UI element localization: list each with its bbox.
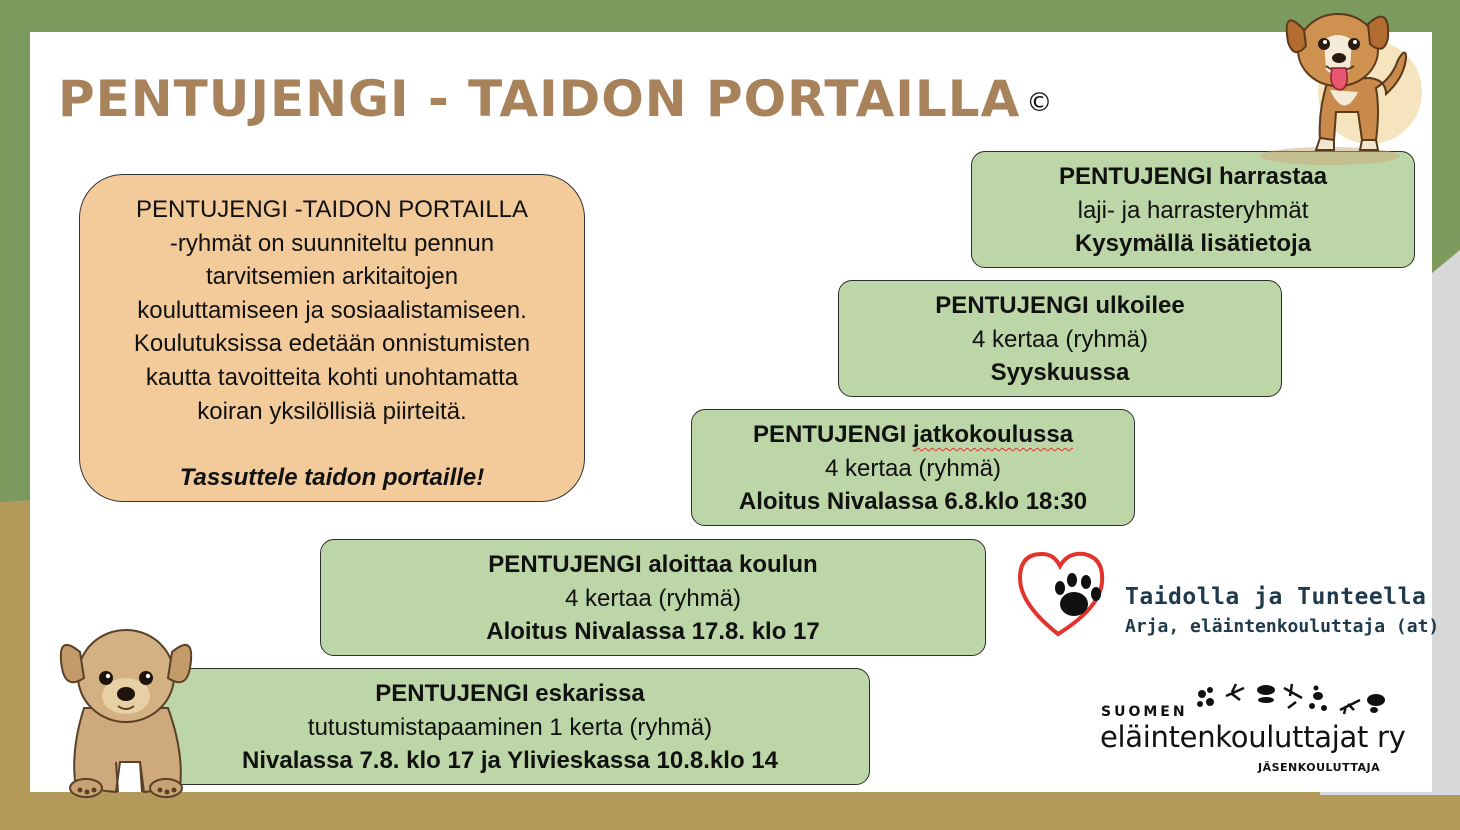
- step-aloittaa-koulun: [320, 539, 986, 656]
- step-detail: 4 kertaa (ryhmä): [824, 454, 1002, 482]
- step-schedule: Kysymällä lisätietoja: [1074, 230, 1312, 257]
- copyright-mark: ©: [1026, 87, 1054, 118]
- step-schedule: Syyskuussa: [990, 359, 1130, 386]
- step-heading: [692, 418, 1134, 452]
- sitting-puppy-icon: [56, 612, 196, 802]
- happy-dog-icon: [1258, 0, 1428, 168]
- step-detail: laji- ja harrasteryhmät: [1077, 196, 1309, 224]
- page-title-text: PENTUJENGI - TAIDON PORTAILLA: [58, 70, 1021, 128]
- step-schedule: Aloitus Nivalassa 17.8. klo 17: [486, 618, 820, 645]
- step-detail: 4 kertaa (ryhmä): [971, 325, 1149, 353]
- step-ulkoilee: [838, 280, 1282, 397]
- step-heading: PENTUJENGI ulkoilee: [935, 292, 1185, 319]
- step-heading-spellcheck-word: jatkokoulussa: [912, 421, 1074, 448]
- intro-line: PENTUJENGI -TAIDON PORTAILLA: [135, 196, 529, 223]
- intro-line: -ryhmät on suunniteltu pennun: [169, 229, 495, 257]
- step-schedule: Nivalassa 7.8. klo 17 ja Ylivieskassa 10.8.klo 14: [242, 747, 778, 774]
- step-detail: 4 kertaa (ryhmä): [564, 584, 742, 612]
- page-title: [58, 70, 1053, 128]
- brand-sek-prefix: SUOMEN: [1101, 704, 1188, 720]
- step-heading-prefix: PENTUJENGI: [752, 421, 913, 448]
- intro-line: kautta tavoitteita kohti unohtamatta: [145, 363, 519, 391]
- step-heading: PENTUJENGI eskarissa: [375, 680, 645, 707]
- intro-line: tarvitsemien arkitaitojen: [205, 263, 459, 291]
- intro-line: kouluttamiseen ja sosiaalistamiseen.: [137, 296, 527, 324]
- step-schedule: Aloitus Nivalassa 6.8.klo 18:30: [738, 488, 1088, 515]
- step-harrastaa: [971, 151, 1415, 268]
- step-heading: PENTUJENGI harrastaa: [1058, 163, 1328, 190]
- brand-sek-name: eläintenkouluttajat ry: [1100, 720, 1406, 754]
- brand-sek-logo: [1100, 676, 1406, 786]
- brand-taidolla-subtitle: Arja, eläintenkouluttaja (at): [1125, 616, 1440, 637]
- step-detail: tutustumistapaaminen 1 kerta (ryhmä): [307, 713, 713, 741]
- animal-tracks-icon: [1192, 678, 1392, 718]
- intro-line: koiran yksilöllisiä piirteitä.: [197, 397, 467, 425]
- step-heading: PENTUJENGI aloittaa koulun: [488, 551, 818, 578]
- brand-taidolla: [1125, 584, 1439, 637]
- brand-sek-tag: JÄSENKOULUTTAJA: [1258, 761, 1381, 774]
- step-jatkokoulussa: [691, 409, 1135, 526]
- intro-line: Koulutuksissa edetään onnistumisten: [133, 330, 531, 358]
- step-eskarissa: [150, 668, 870, 785]
- brand-taidolla-name: Taidolla ja Tunteella: [1125, 584, 1427, 610]
- intro-cta: Tassuttele taidon portaille!: [179, 464, 485, 492]
- heart-paw-icon: [1014, 548, 1106, 640]
- intro-box: [79, 174, 585, 502]
- background-bottom-band: [0, 795, 1460, 828]
